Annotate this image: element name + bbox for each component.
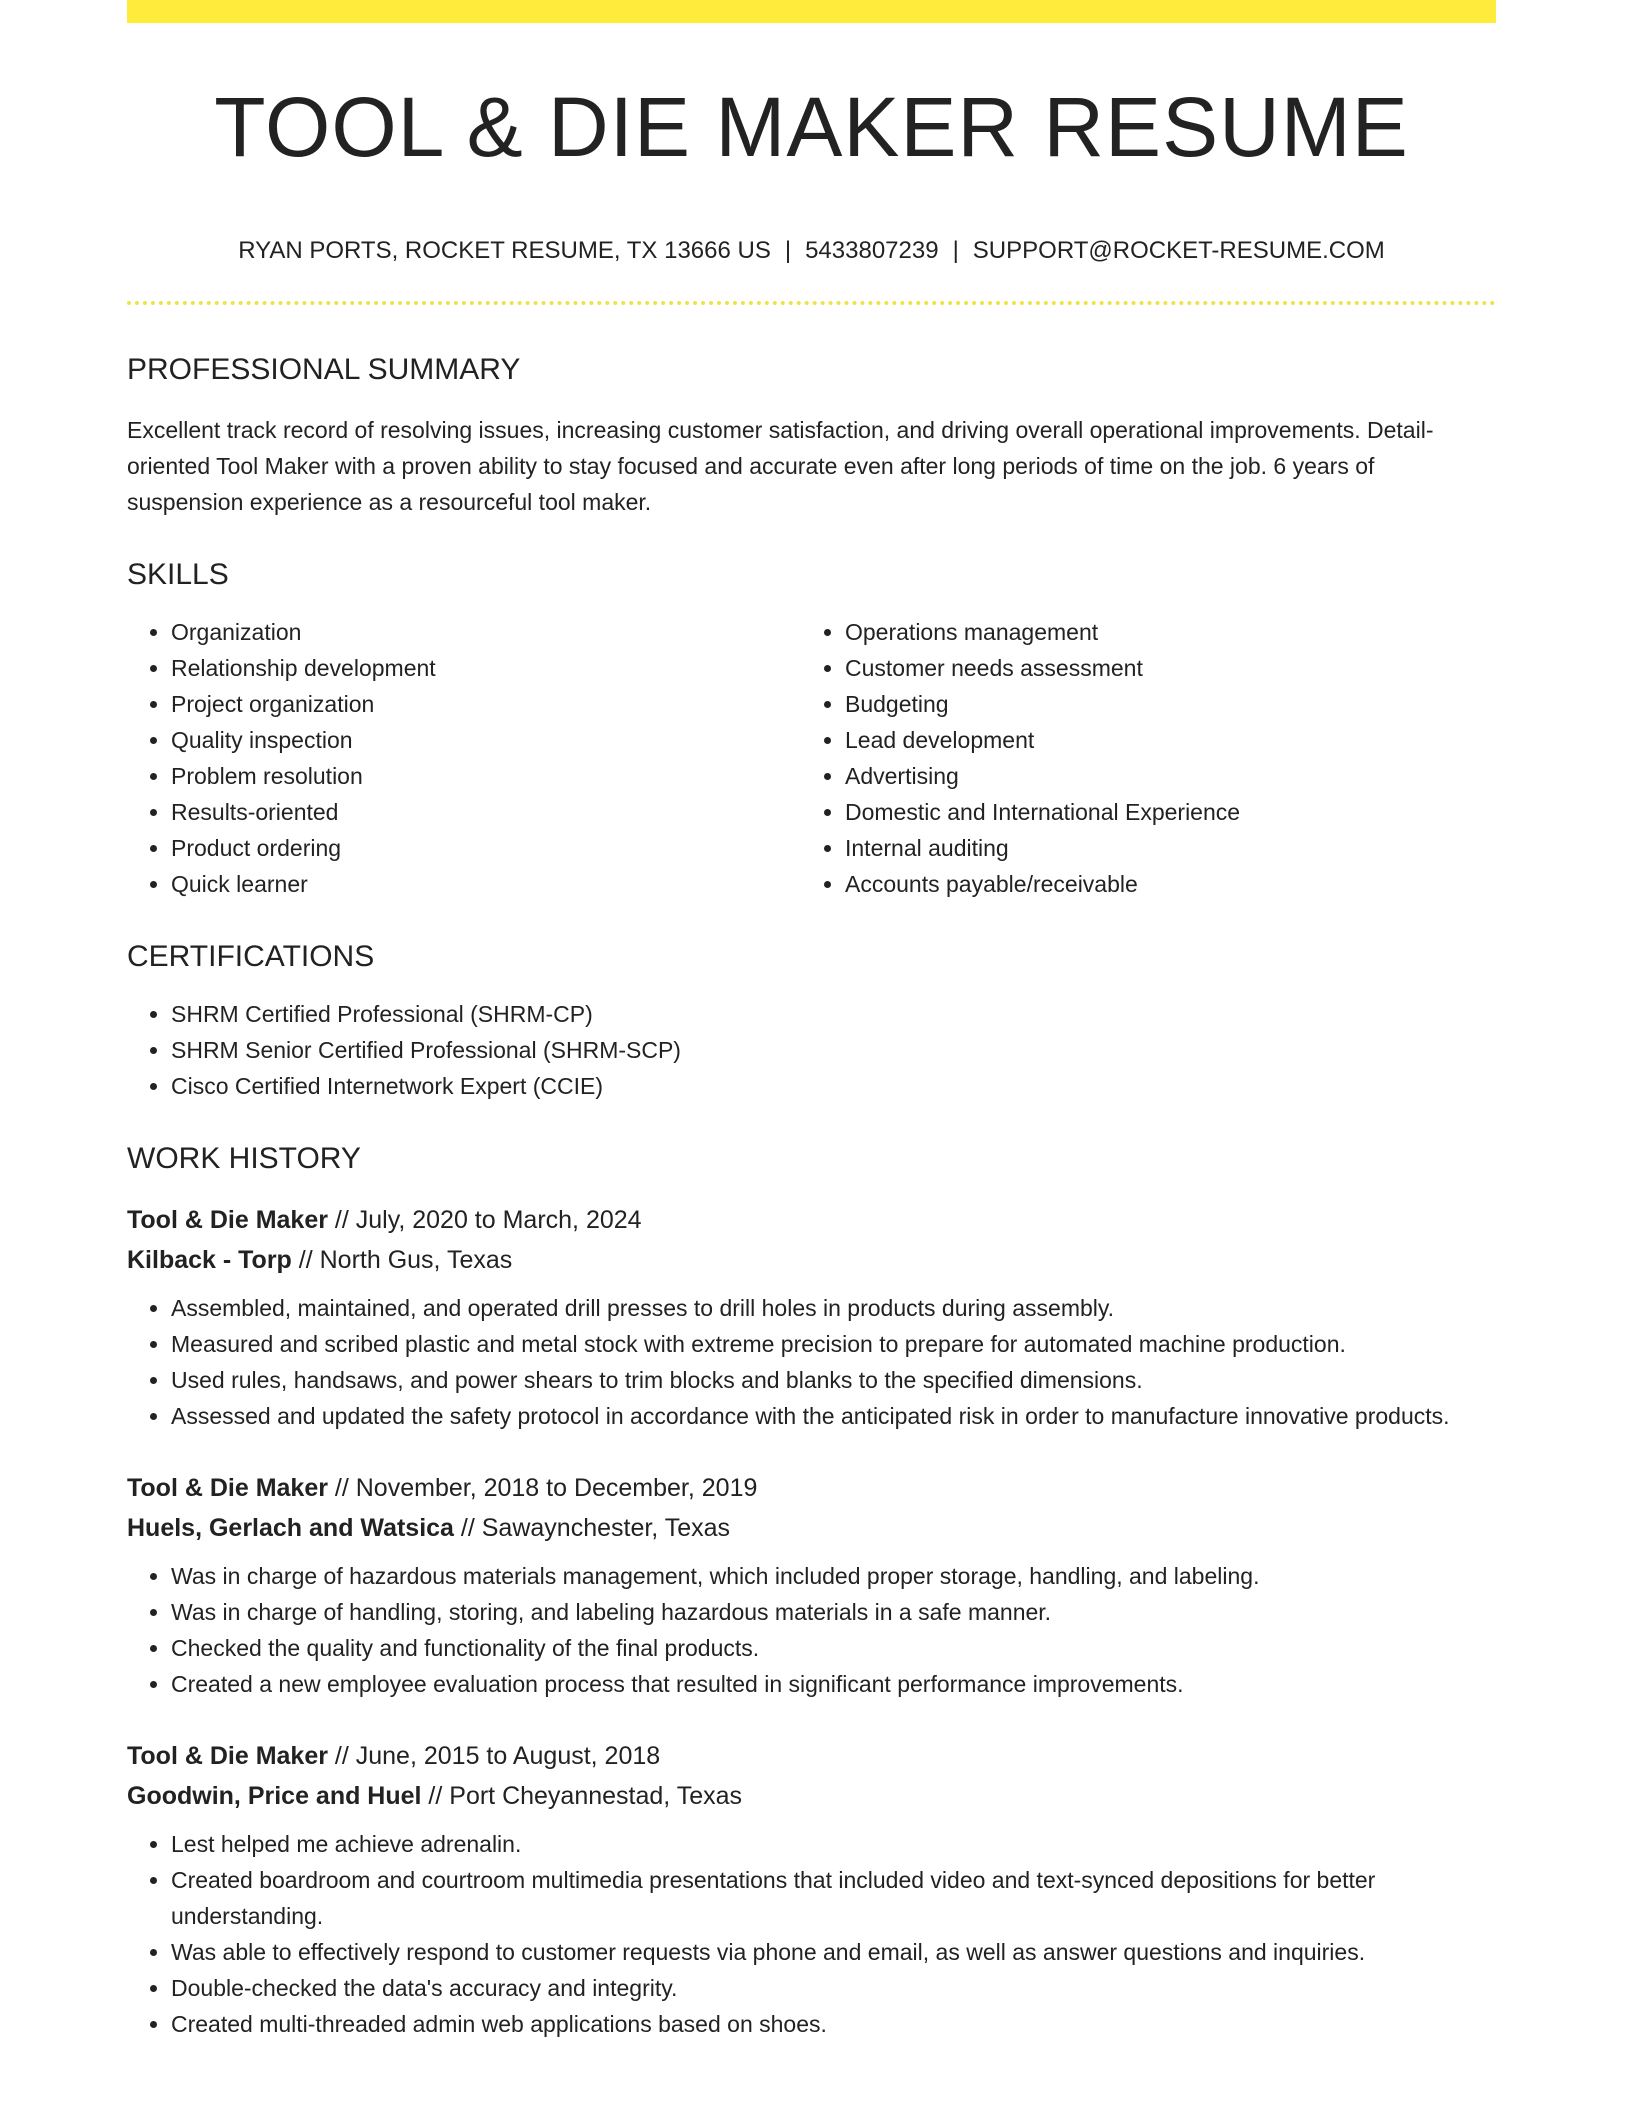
- job-company: Goodwin, Price and Huel: [127, 1782, 422, 1810]
- job-title-line: [127, 1736, 1496, 1776]
- skill-item: • Customer needs assessment: [845, 650, 1475, 686]
- job-location: // Sawaynchester, Texas: [453, 1514, 731, 1542]
- certifications-list: [127, 996, 1496, 1104]
- job-company: Kilback - Torp: [127, 1246, 292, 1274]
- summary-heading: PROFESSIONAL SUMMARY: [127, 353, 521, 386]
- job-bullet: • Was in charge of hazardous materials management, which included proper storage, handling, and labeling.: [171, 1558, 1496, 1594]
- contact-line: [127, 239, 1496, 263]
- skill-item: • Quick learner: [171, 866, 801, 902]
- skills-grid: [127, 614, 1496, 902]
- job-company-line: [127, 1240, 1496, 1280]
- contact-separator: |: [784, 237, 792, 264]
- skills-right-list: [801, 614, 1475, 902]
- job-bullet: • Measured and scribed plastic and metal stock with extreme precision to prepare for automated machine production.: [171, 1326, 1496, 1362]
- job-bullets: [127, 1290, 1496, 1434]
- job-bullets: [127, 1558, 1496, 1702]
- job-entry: [127, 1468, 1496, 1702]
- job-bullet: • Double-checked the data's accuracy and integrity.: [171, 1970, 1496, 2006]
- job-bullet: • Used rules, handsaws, and power shears to trim blocks and blanks to the specified dimensions.: [171, 1362, 1496, 1398]
- skill-item: • Relationship development: [171, 650, 801, 686]
- resume-page: [127, 0, 1496, 2042]
- contact-email: SUPPORT@ROCKET-RESUME.COM: [972, 237, 1385, 264]
- job-title-line: [127, 1468, 1496, 1508]
- job-dates: // July, 2020 to March, 2024: [327, 1206, 642, 1234]
- job-title: Tool & Die Maker: [127, 1474, 328, 1502]
- job-dates: // June, 2015 to August, 2018: [327, 1742, 661, 1770]
- job-bullet: • Checked the quality and functionality of the final products.: [171, 1630, 1496, 1666]
- skill-item: • Quality inspection: [171, 722, 801, 758]
- skill-item: • Operations management: [845, 614, 1475, 650]
- certification-item: • Cisco Certified Internetwork Expert (CCIE): [171, 1068, 1496, 1104]
- job-bullets: [127, 1826, 1496, 2042]
- job-bullet: • Created multi-threaded admin web applications based on shoes.: [171, 2006, 1496, 2042]
- job-company-line: [127, 1776, 1496, 1816]
- job-bullet: • Assembled, maintained, and operated drill presses to drill holes in products during assembly.: [171, 1290, 1496, 1326]
- job-bullet: • Created boardroom and courtroom multimedia presentations that included video and text-synced depositions for better understanding.: [171, 1862, 1496, 1934]
- skill-item: • Budgeting: [845, 686, 1475, 722]
- summary-text: Excellent track record of resolving issues, increasing customer satisfaction, and driving overall operational improvements. Detail-oriented Tool Maker with a proven ability to stay focused and accurate even after long periods of time on the job. 6 years of suspension experience as a resourceful tool maker.: [127, 417, 1434, 515]
- skill-item: • Project organization: [171, 686, 801, 722]
- skill-item: • Accounts payable/receivable: [845, 866, 1475, 902]
- contact-address: RYAN PORTS, ROCKET RESUME, TX 13666 US: [238, 237, 771, 264]
- work-history-heading: WORK HISTORY: [127, 1142, 361, 1175]
- job-title: Tool & Die Maker: [127, 1742, 328, 1770]
- skill-item: • Results-oriented: [171, 794, 801, 830]
- job-entry: [127, 1736, 1496, 2042]
- dotted-divider: [127, 301, 1496, 305]
- job-dates: // November, 2018 to December, 2019: [327, 1474, 758, 1502]
- contact-phone: 5433807239: [805, 237, 939, 264]
- certifications-heading: CERTIFICATIONS: [127, 940, 375, 973]
- job-bullet: • Lest helped me achieve adrenalin.: [171, 1826, 1496, 1862]
- job-company-line: [127, 1508, 1496, 1548]
- skill-item: • Advertising: [845, 758, 1475, 794]
- top-accent-bar: [127, 0, 1496, 23]
- skills-heading: SKILLS: [127, 558, 229, 591]
- job-location: // Port Cheyannestad, Texas: [421, 1782, 743, 1810]
- job-bullet: • Created a new employee evaluation process that resulted in significant performance improvements.: [171, 1666, 1496, 1702]
- job-bullet: • Assessed and updated the safety protocol in accordance with the anticipated risk in order to manufacture innovative products.: [171, 1398, 1496, 1434]
- skill-item: • Internal auditing: [845, 830, 1475, 866]
- contact-separator: |: [952, 237, 959, 264]
- job-bullet: • Was able to effectively respond to customer requests via phone and email, as well as answer questions and inquiries.: [171, 1934, 1496, 1970]
- skill-item: • Domestic and International Experience: [845, 794, 1475, 830]
- certification-item: • SHRM Certified Professional (SHRM-CP): [171, 996, 1496, 1032]
- skill-item: • Product ordering: [171, 830, 801, 866]
- job-location: // North Gus, Texas: [291, 1246, 513, 1274]
- job-title: Tool & Die Maker: [127, 1206, 328, 1234]
- job-company: Huels, Gerlach and Watsica: [127, 1514, 454, 1542]
- skill-item: • Organization: [171, 614, 801, 650]
- certification-item: • SHRM Senior Certified Professional (SHRM-SCP): [171, 1032, 1496, 1068]
- job-title-line: [127, 1200, 1496, 1240]
- skill-item: • Lead development: [845, 722, 1475, 758]
- skills-left-list: [127, 614, 801, 902]
- resume-title: TOOL & DIE MAKER RESUME: [214, 80, 1409, 174]
- skill-item: • Problem resolution: [171, 758, 801, 794]
- job-entry: [127, 1200, 1496, 1434]
- job-bullet: • Was in charge of handling, storing, and labeling hazardous materials in a safe manner.: [171, 1594, 1496, 1630]
